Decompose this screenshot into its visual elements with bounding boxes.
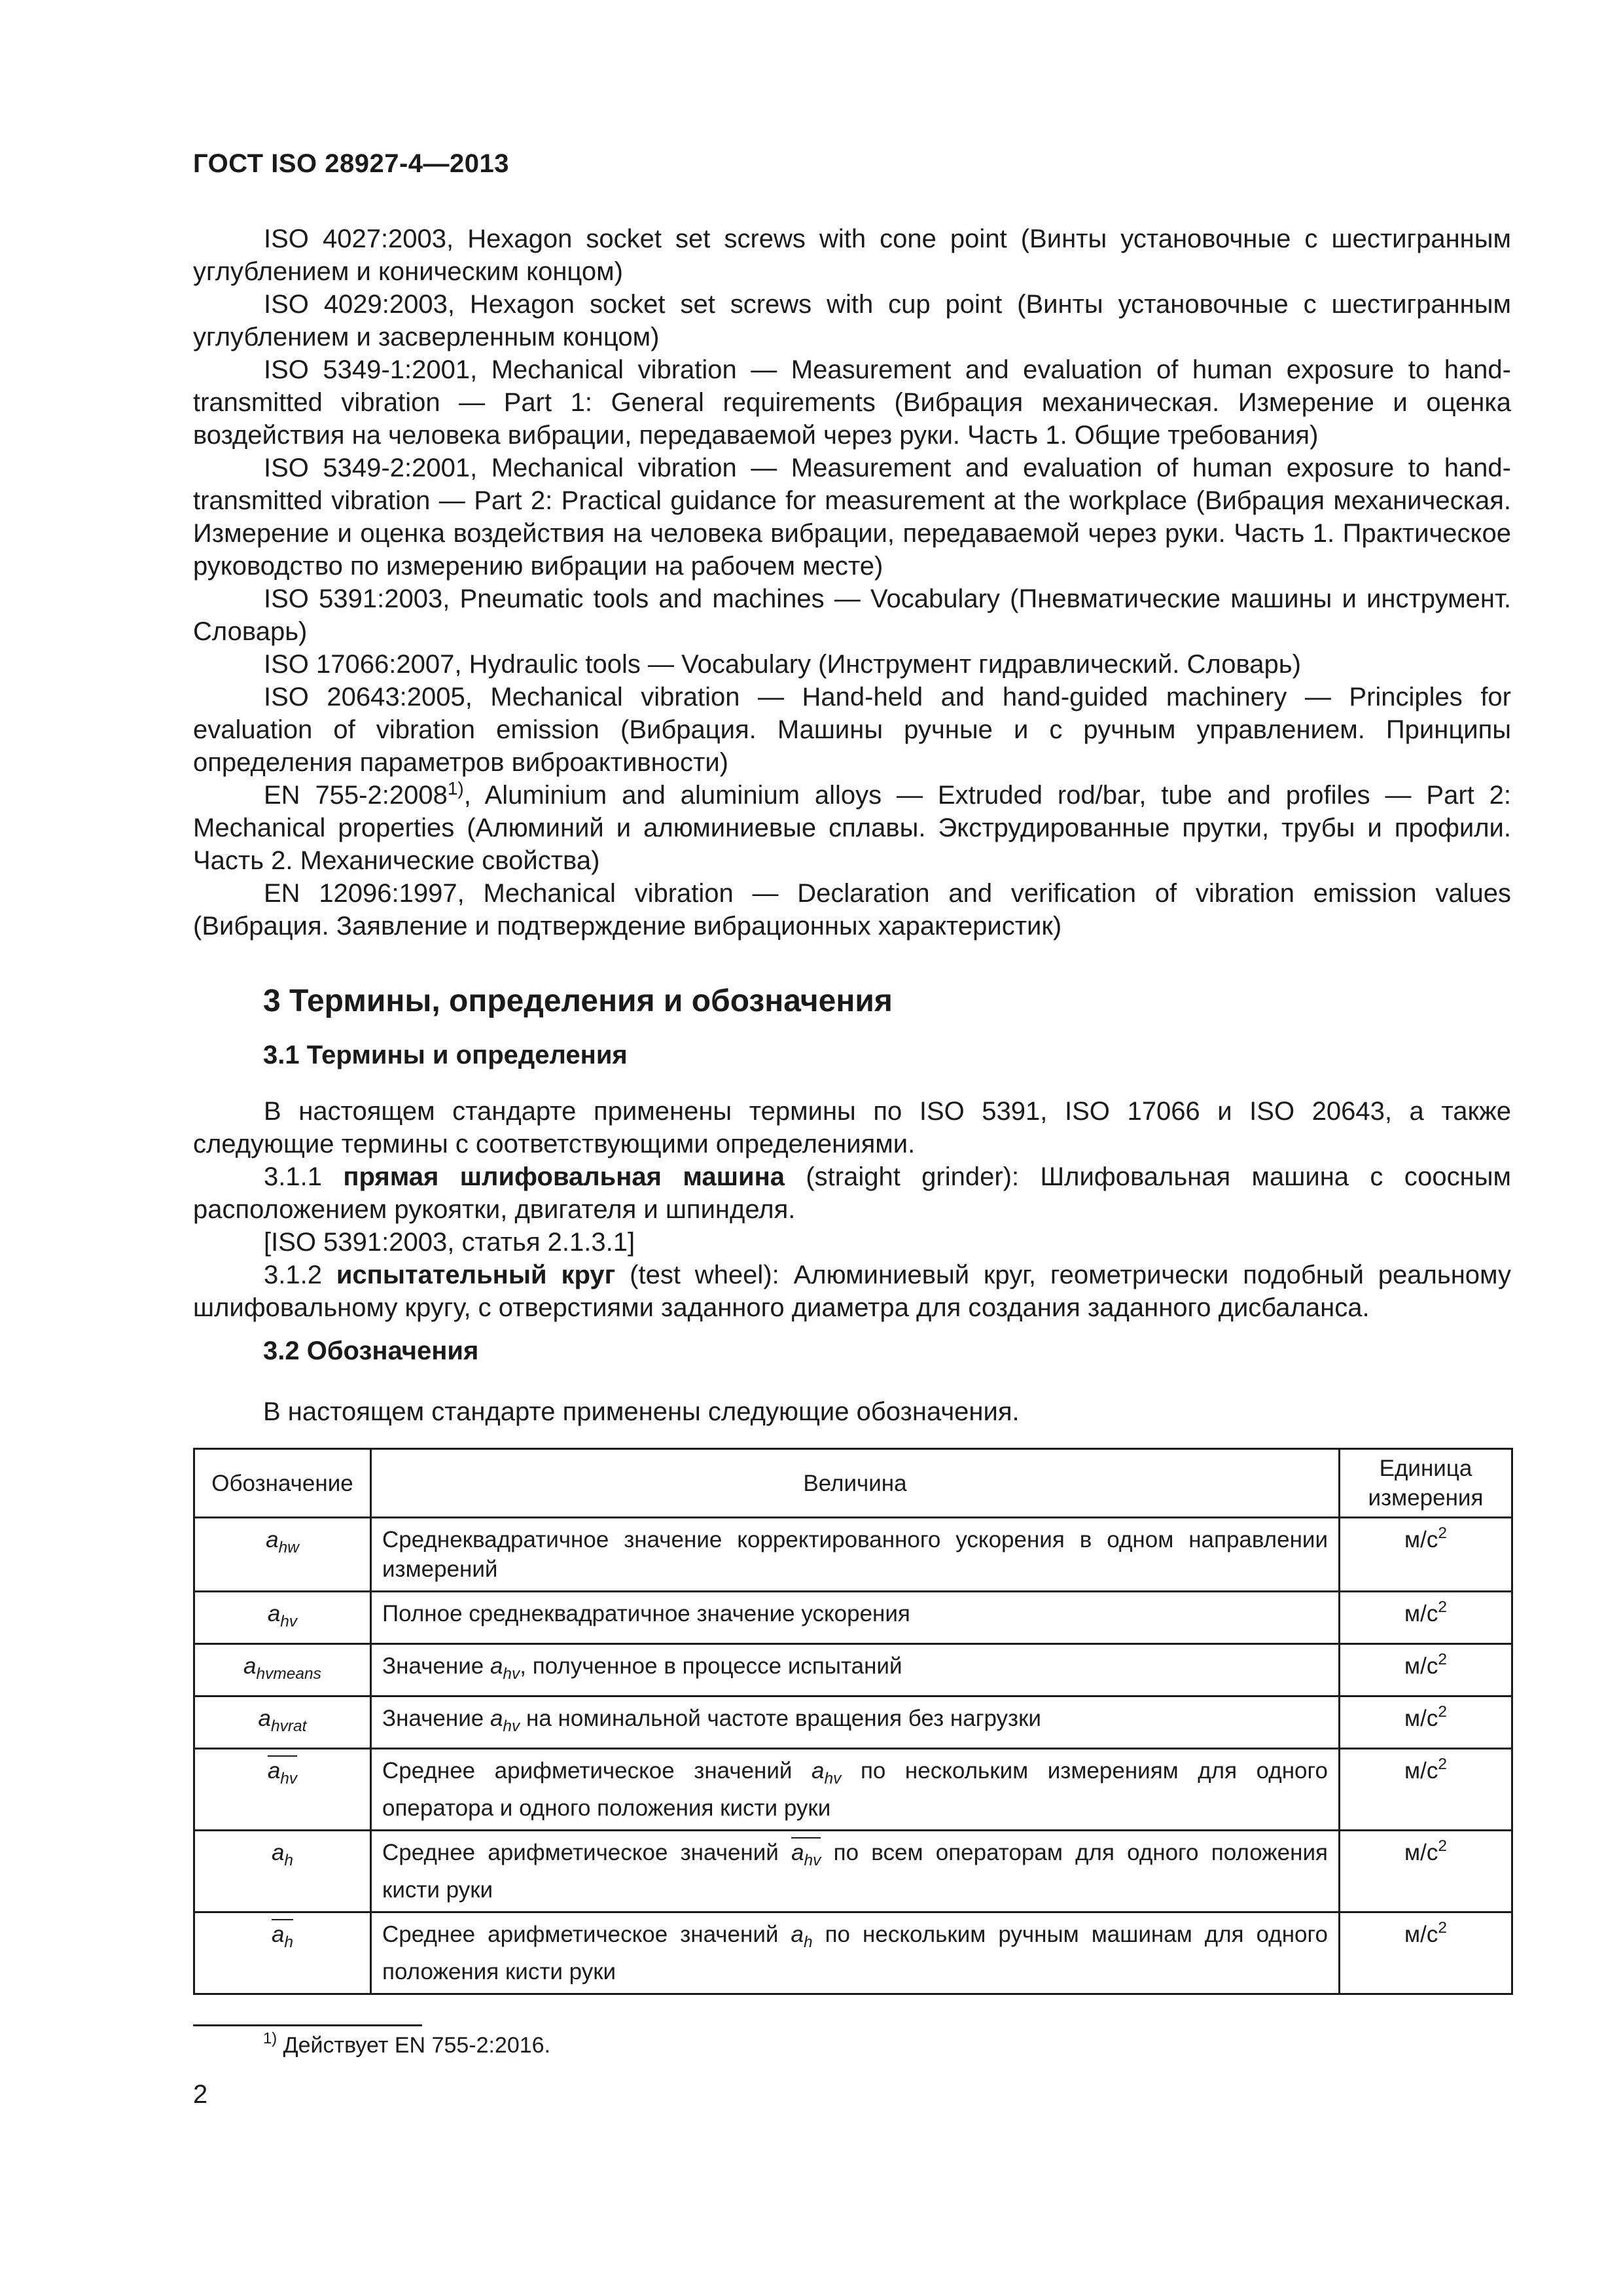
section-3-1-title: 3.1 Термины и определения <box>263 1041 628 1069</box>
table-header-row <box>194 1449 1512 1518</box>
symbol-cell: $a_{hv}$ <box>194 1749 371 1831</box>
normative-references <box>193 223 1511 942</box>
footnote-divider <box>193 2024 422 2026</box>
unit-cell: $м/с^2$ <box>1340 1644 1512 1696</box>
quantity-cell: Значение $a_{hv}$ на номинальной частоте вращения без нагрузки <box>371 1696 1340 1749</box>
table-row <box>194 1749 1512 1831</box>
symbols-intro: В настоящем стандарте применены следующие обозначения. <box>263 1397 1020 1426</box>
term-name: прямая шлифовальная машина <box>343 1162 785 1191</box>
reference-item: ISO 4027:2003, Hexagon socket set screws with cone point (Винты установочные с шестигранным углублением и коническим концом) <box>193 224 1511 286</box>
table-row <box>194 1592 1512 1644</box>
page-header: ГОСТ ISO 28927-4—2013 <box>193 149 509 178</box>
symbol-cell: $a_{hvmeans}$ <box>194 1644 371 1696</box>
term-3-1-1: 3.1.1 прямая шлифовальная машина (straight grinder): Шлифовальная машина с соосным расположением рукоятки, двигателя и шпинделя. <box>193 1162 1512 1224</box>
unit-cell: $м/с^2$ <box>1340 1749 1512 1831</box>
footnote: $^{1)}$ Действует EN 755-2:2016. <box>263 2030 551 2058</box>
table-row <box>194 1912 1512 1994</box>
symbol-cell: $a_{hvrat}$ <box>194 1696 371 1749</box>
table-row <box>194 1644 1512 1696</box>
symbol-cell: $a_{hv}$ <box>194 1592 371 1644</box>
reference-item: EN 12096:1997, Mechanical vibration — Declaration and verification of vibration emission values (Вибрация. Заявление и подтверждение вибрационных характеристик) <box>193 879 1511 941</box>
col-header-symbol: Обозначение <box>194 1449 371 1518</box>
symbol-cell: $a_h$ <box>194 1912 371 1994</box>
unit-cell: $м/с^2$ <box>1340 1518 1512 1592</box>
table-row <box>194 1696 1512 1749</box>
terms-intro: В настоящем стандарте применены термины по ISO 5391, ISO 17066 и ISO 20643, а также следующие термины с соответствующими определениями. <box>193 1097 1511 1158</box>
quantity-cell: Среднеквадратичное значение корректированного ускорения в одном направлении измерений <box>371 1518 1340 1592</box>
reference-item: ISO 5391:2003, Pneumatic tools and machines — Vocabulary (Пневматические машины и инструмент. Словарь) <box>193 584 1511 646</box>
col-header-unit: Единица измерения <box>1340 1449 1512 1518</box>
reference-item: ISO 20643:2005, Mechanical vibration — Hand-held and hand-guided machinery — Principles for evaluation of vibration emission (Вибрация. Машины ручные и с ручным управлением. Принципы определения параметров виброактивности) <box>193 683 1511 777</box>
table-row <box>194 1831 1512 1912</box>
unit-cell: $м/с^2$ <box>1340 1912 1512 1994</box>
symbol-cell: $a_h$ <box>194 1831 371 1912</box>
quantity-cell: Полное среднеквадратичное значение ускорения <box>371 1592 1340 1644</box>
reference-item: ISO 4029:2003, Hexagon socket set screws with cup point (Винты установочные с шестигранным углублением и засверленным концом) <box>193 290 1511 351</box>
table-row <box>194 1518 1512 1592</box>
unit-cell: $м/с^2$ <box>1340 1696 1512 1749</box>
unit-cell: $м/с^2$ <box>1340 1592 1512 1644</box>
footnote-mark[interactable]: 1) <box>447 778 464 798</box>
quantity-cell: Среднее арифметическое значений $a_{hv}$ по нескольким измерениям для одного оператора и одного положения кисти руки <box>371 1749 1340 1831</box>
term-3-1-2: 3.1.2 испытательный круг (test wheel): Алюминиевый круг, геометрически подобный реальному шлифовальному кругу, с отверстиями заданного диаметра для создания заданного дисбаланса. <box>193 1261 1512 1322</box>
quantity-cell: Значение $a_{hv}$, полученное в процессе испытаний <box>371 1644 1340 1696</box>
terms-block <box>193 1095 1511 1324</box>
unit-cell: $м/с^2$ <box>1340 1831 1512 1912</box>
reference-item: ISO 5349-1:2001, Mechanical vibration — Measurement and evaluation of human exposure to hand-transmitted vibration — Part 1: General requirements (Вибрация механическая. Измерение и оценка воздействия на человека вибрации, передаваемой через руки. Часть 1. Общие требования) <box>193 355 1511 450</box>
symbols-table <box>193 1448 1513 1995</box>
quantity-cell: Среднее арифметическое значений $a_{hv}$ по всем операторам для одного положения кисти руки <box>371 1831 1340 1912</box>
term-3-1-1-source: [ISO 5391:2003, статья 2.1.3.1] <box>264 1228 635 1257</box>
page-number: 2 <box>193 2080 208 2109</box>
col-header-quantity: Величина <box>371 1449 1340 1518</box>
reference-item: ISO 5349-2:2001, Mechanical vibration — Measurement and evaluation of human exposure to hand-transmitted vibration — Part 2: Practical guidance for measurement at the workplace (Вибрация механическая. Измерение и оценка воздействия на человека вибрации, передаваемой через руки. Часть 1. Практическое руководство по измерению вибрации на рабочем месте) <box>193 454 1511 581</box>
reference-item: ISO 17066:2007, Hydraulic tools — Vocabulary (Инструмент гидравлический. Словарь) <box>264 650 1301 679</box>
section-3-title: 3 Термины, определения и обозначения <box>263 984 893 1018</box>
section-3-2-title: 3.2 Обозначения <box>263 1336 479 1365</box>
symbol-cell: $a_{hw}$ <box>194 1518 371 1592</box>
term-name: испытательный круг <box>336 1261 616 1289</box>
quantity-cell: Среднее арифметическое значений $a_h$ по нескольким ручным машинам для одного положения кисти руки <box>371 1912 1340 1994</box>
reference-item-en755: EN 755-2:2008$^{1)}$, Aluminium and aluminium alloys — Extruded rod/bar, tube and profiles — Part 2: Mechanical properties (Алюминий и алюминиевые сплавы. Экструдированные прутки, трубы и профили. Часть 2. Механические свойства) <box>193 778 1511 875</box>
